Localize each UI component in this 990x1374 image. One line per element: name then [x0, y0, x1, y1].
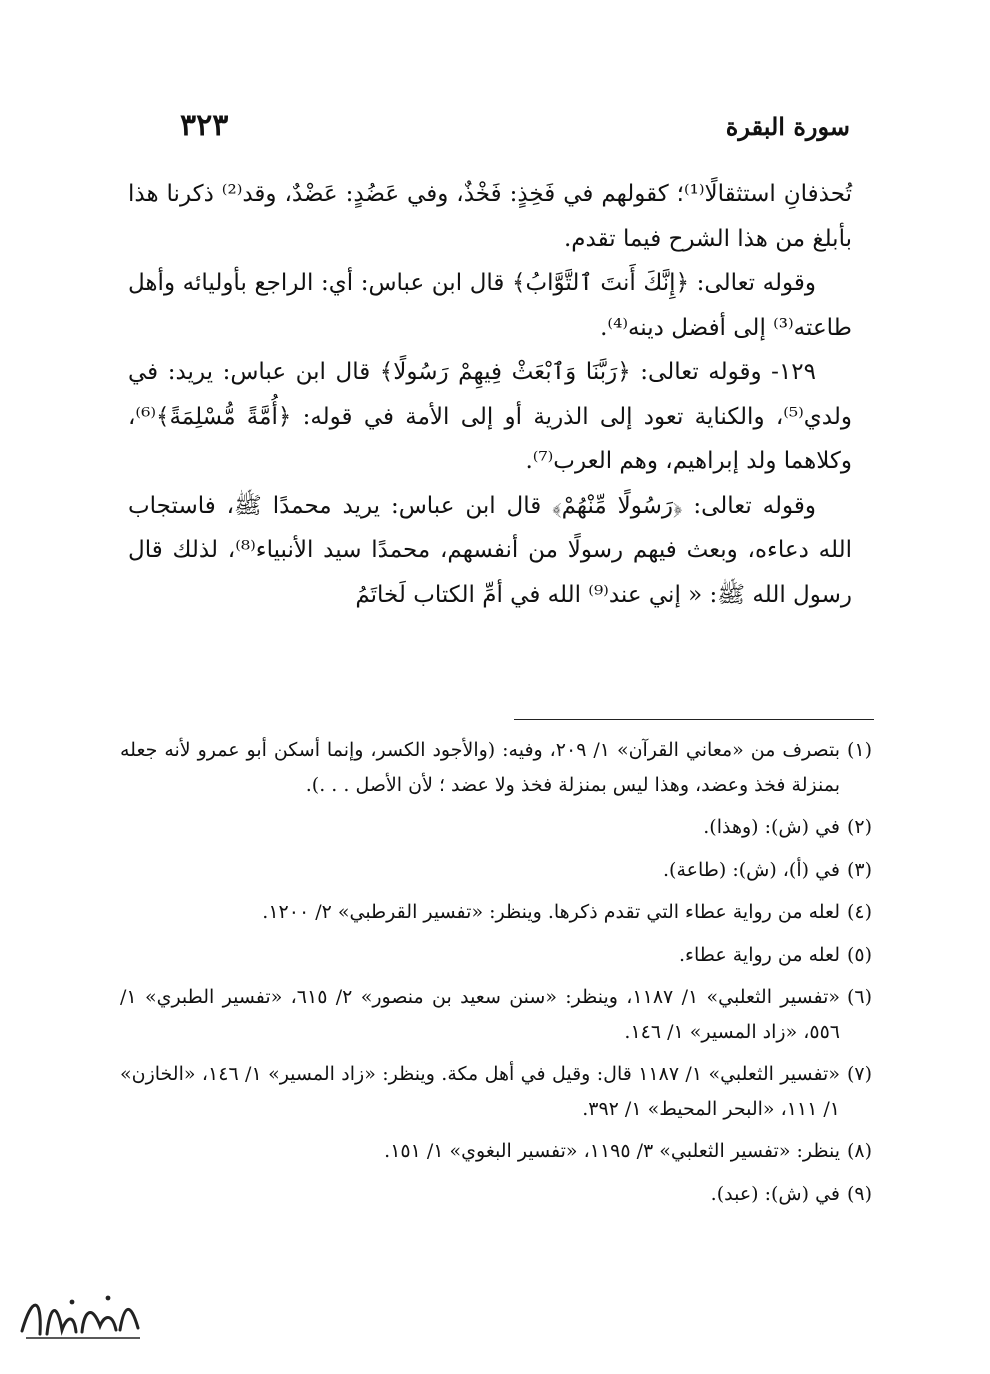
main-text: [128, 172, 852, 617]
footnote-number: (٤): [846, 901, 872, 923]
calligraphy-stamp: [12, 1286, 152, 1346]
footnote-text: في (أ)، (ش): (طاعة).: [663, 858, 840, 881]
paragraph-1: تُحذفانِ استثقالًا⁽¹⁾؛ كقولهم في فَخِذٍ: فَخْذٌ، وفي عَضُدٍ: عَضْدٌ، وقد⁽²⁾ ذكرنا هذا بأبلغ من هذا الشرح فيما تقدم.: [128, 181, 853, 252]
footnotes: [120, 733, 872, 1219]
footnote-text: في (ش): (عبد).: [710, 1182, 840, 1205]
footnote-item: [120, 733, 872, 802]
footnote-number: (١): [846, 739, 872, 761]
footnote-number: (٧): [846, 1063, 872, 1085]
footnote-item: [120, 810, 872, 845]
footnote-text: ينظر: «تفسير الثعلبي» ٣/ ١١٩٥، «تفسير البغوي» ١/ ١٥١.: [384, 1140, 840, 1162]
footnote-number: (٣): [846, 858, 872, 881]
page-header: [140, 108, 850, 152]
footnote-item: [120, 1177, 872, 1212]
footnote-item: [120, 1134, 872, 1169]
footnote-item: [120, 980, 872, 1049]
footnote-text: في (ش): (وهذا).: [703, 816, 840, 838]
footnote-text: لعله من رواية عطاء.: [679, 943, 840, 966]
footnote-text: لعله من رواية عطاء التي تقدم ذكرها. وينظر: «تفسير القرطبي» ٢/ ١٢٠٠.: [262, 901, 840, 923]
footnote-text: «تفسير الثعلبي» ١/ ١١٨٧ قال: وقيل في أهل مكة. وينظر: «زاد المسير» ١/ ١٤٦، «الخازن» ١/ ١١١، «البحر المحيط» ١/ ٣٩٢.: [120, 1063, 840, 1120]
paragraph-3: ١٢٩- وقوله تعالى: ﴿رَبَّنَا وَٱبْعَثْ فِيهِمْ رَسُولًا﴾ قال ابن عباس: يريد: في ولدي⁽⁵⁾، والكناية تعود إلى الذرية أو إلى الأمة في قوله: ﴿أُمَّةً مُّسْلِمَةً﴾⁽⁶⁾، وكلاهما ولد إبراهيم، وهم العرب⁽⁷⁾.: [128, 359, 852, 474]
footnote-number: (٦): [846, 986, 872, 1008]
footnote-number: (٢): [846, 816, 872, 838]
footnote-item: [120, 1057, 872, 1126]
page-number: ٣٢٣: [180, 108, 229, 143]
footnote-item: [120, 938, 872, 973]
footnote-number: (٩): [846, 1182, 872, 1205]
footnote-number: (٥): [846, 943, 872, 966]
footnote-number: (٨): [846, 1140, 872, 1162]
surah-title: سورة البقرة: [725, 112, 850, 141]
footnote-item: [120, 853, 872, 888]
footnote-item: [120, 895, 872, 930]
paragraph-4: وقوله تعالى: ﴿رَسُولًا مِّنْهُمْ﴾ قال ابن عباس: يريد محمدًا ﷺ، فاستجاب الله دعاءه، وبعث فيهم رسولًا من أنفسهم، محمدًا سيد الأنبياء⁽⁸⁾، لذلك قال رسول الله ﷺ: « إني عند⁽⁹⁾ الله في أمِّ الكتاب لَخاتَمُ: [128, 492, 852, 608]
footnote-text: بتصرف من «معاني القرآن» ١/ ٢٠٩، وفيه: (والأجود الكسر، وإنما أسكن أبو عمرو لأنه جعله بمنزلة فخذ وعضد، وهذا ليس بمنزلة فخذ ولا عضد ؛ لأن الأصل . . .).: [120, 739, 840, 796]
paragraph-2: وقوله تعالى: ﴿إِنَّكَ أَنتَ ٱلتَّوَّابُ﴾ قال ابن عباس: أي: الراجع بأوليائه وأهل طاعته⁽³⁾ إلى أفضل دينه⁽⁴⁾.: [128, 270, 852, 341]
footnote-separator: [514, 719, 874, 720]
footnote-text: «تفسير الثعلبي» ١/ ١١٨٧، وينظر: «سنن سعيد بن منصور» ٢/ ٦١٥، «تفسير الطبري» ١/ ٥٥٦، «زاد المسير» ١/ ١٤٦.: [120, 986, 840, 1043]
